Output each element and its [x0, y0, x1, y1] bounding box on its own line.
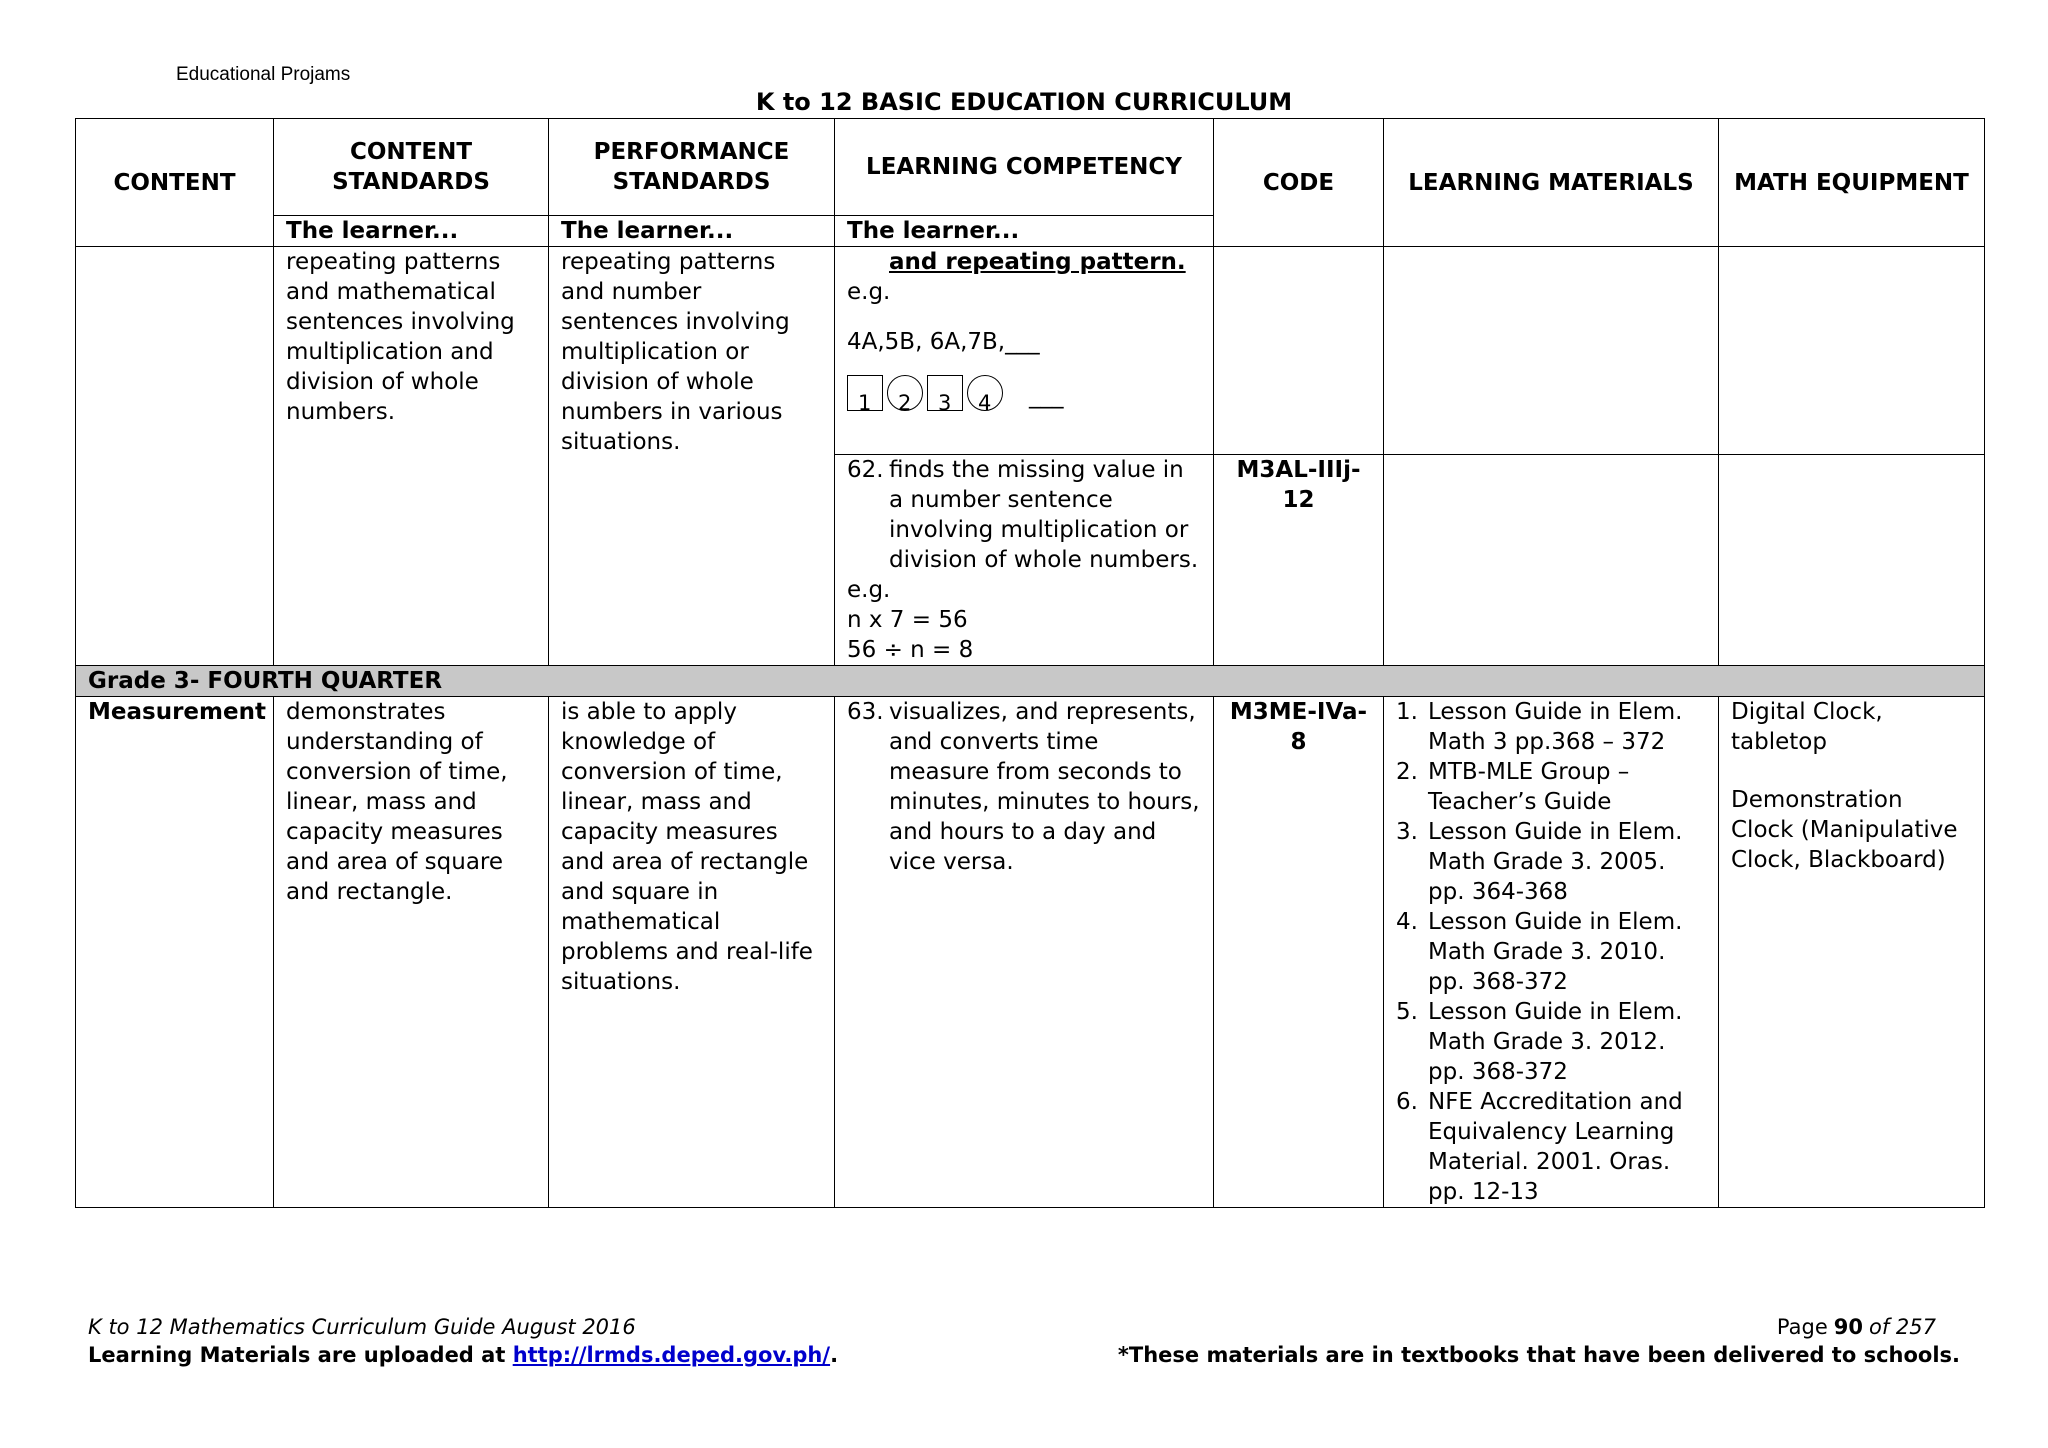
material-item: 3. Lesson Guide in Elem. Math Grade 3. 2005. pp. 364-368	[1396, 819, 1683, 905]
letter-sequence: 4A,5B, 6A,7B,___	[847, 329, 1040, 355]
material-item: 1. Lesson Guide in Elem. Math 3 pp.368 – 372	[1396, 699, 1683, 755]
footer-left	[88, 1313, 838, 1369]
learner-label: The learner...	[274, 216, 549, 247]
page-number: Page 90 of 257	[1776, 1315, 1936, 1339]
learner-label: The learner...	[835, 216, 1214, 247]
content-cell-empty	[76, 247, 274, 666]
competency-62-cell	[835, 455, 1214, 666]
material-item: 4. Lesson Guide in Elem. Math Grade 3. 2010. pp. 368-372	[1396, 909, 1683, 995]
material-item: 6. NFE Accreditation and Equivalency Learning Material. 2001. Oras. pp. 12-13	[1396, 1089, 1683, 1205]
competency-63-cell	[835, 697, 1214, 1208]
watermark-text: Educational Projams	[176, 64, 351, 85]
learning-materials-cell	[1384, 697, 1719, 1208]
header-math-equipment: MATH EQUIPMENT	[1719, 119, 1985, 247]
equipment-item: Digital Clock, tabletop	[1731, 699, 1883, 755]
curriculum-table	[75, 118, 1985, 1208]
content-standard-cell: demonstrates understanding of conversion of time, linear, mass and capacity measures and area of square and rectangle.	[274, 697, 549, 1208]
header-performance-standards: PERFORMANCE STANDARDS	[549, 119, 835, 216]
circle-shape: 2	[887, 375, 923, 411]
equation-1: n x 7 = 56	[847, 607, 968, 633]
document-title: K to 12 BASIC EDUCATION CURRICULUM	[755, 88, 1293, 116]
equipment-cell-empty	[1719, 455, 1985, 666]
learner-label: The learner...	[549, 216, 835, 247]
material-item: 2. MTB-MLE Group – Teacher’s Guide	[1396, 759, 1630, 815]
code-62: M3AL-IIIj-12	[1214, 455, 1384, 666]
code-63: M3ME-IVa-8	[1214, 697, 1384, 1208]
example-label: e.g.	[847, 279, 891, 305]
competency-item-62: 62. finds the missing value in a number sentence involving multiplication or division of whole numbers.	[847, 457, 1199, 573]
upload-note: Learning Materials are uploaded at http://lrmds.deped.gov.ph/.	[88, 1343, 839, 1367]
square-shape: 1	[847, 375, 883, 411]
guide-title: K to 12 Mathematics Curriculum Guide August 2016	[88, 1315, 636, 1339]
equipment-cell-empty	[1719, 247, 1985, 455]
quarter-heading: Grade 3- FOURTH QUARTER	[76, 666, 1985, 697]
competency-tail: and repeating pattern.	[889, 249, 1186, 275]
circle-shape: 4	[967, 375, 1003, 411]
materials-cell-empty	[1384, 455, 1719, 666]
equation-2: 56 ÷ n = 8	[847, 637, 974, 663]
answer-blank: ___	[1029, 383, 1064, 409]
footer-right	[1118, 1313, 1960, 1369]
code-cell-empty	[1214, 247, 1384, 455]
performance-standard-cell: repeating patterns and number sentences involving multiplication or division of whole numbers in various situations.	[549, 247, 835, 666]
math-equipment-cell	[1719, 697, 1985, 1208]
shape-pattern	[847, 371, 1201, 415]
header-content: CONTENT	[76, 119, 274, 247]
example-label: e.g.	[847, 577, 891, 603]
header-learning-materials: LEARNING MATERIALS	[1384, 119, 1719, 247]
header-code: CODE	[1214, 119, 1384, 247]
materials-cell-empty	[1384, 247, 1719, 455]
textbook-note: *These materials are in textbooks that have been delivered to schools.	[1117, 1343, 1960, 1367]
square-shape: 3	[927, 375, 963, 411]
content-standard-cell: repeating patterns and mathematical sentences involving multiplication and division of whole numbers.	[274, 247, 549, 666]
header-learning-competency: LEARNING COMPETENCY	[835, 119, 1214, 216]
competency-item-63: 63. visualizes, and represents, and converts time measure from seconds to minutes, minutes to hours, and hours to a day and vice versa.	[847, 699, 1200, 875]
performance-standard-cell: is able to apply knowledge of conversion of time, linear, mass and capacity measures and area of rectangle and square in mathematical problems and real-life situations.	[549, 697, 835, 1208]
equipment-item: Demonstration Clock (Manipulative Clock, Blackboard)	[1731, 787, 1958, 873]
header-content-standards: CONTENT STANDARDS	[274, 119, 549, 216]
material-item: 5. Lesson Guide in Elem. Math Grade 3. 2012. pp. 368-372	[1396, 999, 1683, 1085]
competency-pattern-cell	[835, 247, 1214, 455]
content-measurement: Measurement	[76, 697, 274, 1208]
lrmds-link[interactable]: http://lrmds.deped.gov.ph/	[512, 1343, 831, 1367]
